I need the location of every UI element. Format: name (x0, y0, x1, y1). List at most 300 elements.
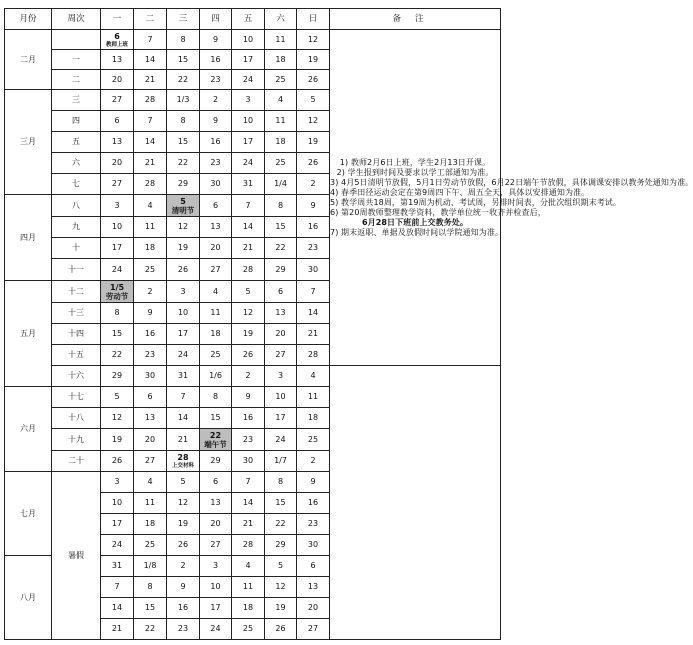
day-cell (167, 259, 200, 281)
day-number: 21 (242, 519, 254, 528)
day-number: 16 (210, 54, 221, 64)
day-number: 23 (177, 624, 189, 633)
day-cell (265, 514, 297, 535)
day-cell (134, 303, 167, 324)
day-number: 26 (275, 624, 286, 633)
day-number: 19 (111, 434, 123, 444)
day-number: 7 (180, 392, 186, 401)
day-number: 26 (242, 350, 254, 359)
day-cell (101, 619, 134, 640)
day-number: 9 (245, 392, 251, 401)
day-number: 12 (177, 222, 189, 231)
day-cell (200, 493, 232, 514)
header-day-thu: 四 (200, 9, 232, 30)
day-number: 15 (275, 222, 286, 231)
week-number: 七 (52, 174, 101, 195)
day-cell (200, 281, 232, 303)
day-number: 29 (177, 179, 189, 188)
month-cell: 八月 (5, 556, 52, 640)
day-number: 20 (275, 329, 286, 338)
week-number: 十五 (52, 345, 101, 366)
day-number: 6 (277, 286, 284, 296)
day-number: 3 (277, 371, 284, 380)
day-number: 30 (210, 179, 221, 188)
day-number: 18 (242, 603, 254, 612)
day-cell (167, 132, 200, 153)
day-cell (167, 345, 200, 366)
day-number: 4 (277, 95, 284, 104)
week-number: 一 (52, 50, 101, 70)
day-number: 27 (275, 350, 286, 359)
day-number: 13 (275, 308, 286, 317)
day-cell (134, 111, 167, 132)
day-number: 23 (144, 350, 156, 359)
day-number: 8 (277, 200, 284, 210)
day-number: 21 (144, 158, 156, 167)
note-line: 7) 期末返职、单据及放假时间以学院通知为准。 (330, 227, 504, 237)
day-cell (167, 408, 200, 429)
day-number: 24 (111, 540, 123, 549)
day-cell (297, 556, 330, 577)
day-number: 7 (147, 116, 153, 125)
day-number: 16 (307, 222, 319, 231)
day-cell (134, 345, 167, 366)
day-number: 5 (277, 561, 284, 570)
day-cell (265, 535, 297, 556)
calendar-table (4, 8, 693, 640)
day-cell (101, 217, 134, 238)
week-number: 八 (52, 195, 101, 217)
day-number: 25 (210, 350, 221, 359)
day-cell (134, 577, 167, 598)
day-number: 28 (177, 453, 189, 462)
day-cell (167, 619, 200, 640)
day-number: 10 (210, 582, 221, 591)
day-number: 21 (307, 329, 319, 338)
day-cell (232, 30, 265, 50)
day-cell (101, 324, 134, 345)
day-number: 9 (212, 116, 219, 125)
day-cell (232, 366, 265, 387)
day-cell (200, 619, 232, 640)
day-number: 21 (242, 243, 254, 252)
day-number: 30 (242, 456, 254, 465)
day-cell (232, 281, 265, 303)
day-cell (232, 132, 265, 153)
day-cell (200, 429, 232, 451)
day-cell (167, 153, 200, 174)
day-cell (200, 303, 232, 324)
day-cell (232, 451, 265, 472)
day-cell (134, 30, 167, 50)
day-number: 6 (114, 116, 120, 125)
day-number: 10 (111, 222, 123, 231)
day-cell (134, 451, 167, 472)
day-cell (232, 493, 265, 514)
day-number: 17 (242, 54, 254, 64)
day-cell (265, 472, 297, 493)
day-cell (265, 324, 297, 345)
day-number: 25 (242, 624, 254, 633)
day-cell (200, 556, 232, 577)
day-number: 5 (245, 286, 251, 296)
day-cell (297, 387, 330, 408)
day-cell (232, 195, 265, 217)
day-number: 12 (242, 308, 254, 317)
week-number: 十一 (52, 259, 101, 281)
day-number: 23 (210, 74, 221, 84)
day-number: 24 (210, 624, 221, 633)
day-number: 17 (177, 329, 189, 338)
day-cell (232, 429, 265, 451)
day-number: 15 (177, 54, 189, 64)
day-cell (265, 408, 297, 429)
day-cell (265, 451, 297, 472)
day-cell (297, 132, 330, 153)
day-cell (232, 556, 265, 577)
day-number: 1/6 (209, 371, 222, 380)
day-cell (134, 408, 167, 429)
day-number: 22 (209, 430, 222, 440)
day-number: 4 (310, 371, 316, 380)
week-number: 十 (52, 238, 101, 259)
day-cell (200, 387, 232, 408)
day-cell (101, 429, 134, 451)
day-number: 5 (180, 477, 186, 486)
day-number: 6 (310, 561, 316, 570)
day-cell (200, 174, 232, 195)
day-number: 15 (177, 137, 189, 146)
day-cell (265, 429, 297, 451)
day-number: 14 (177, 413, 189, 422)
day-cell (265, 366, 297, 387)
day-cell (134, 281, 167, 303)
day-cell (265, 217, 297, 238)
day-number: 26 (177, 264, 189, 274)
day-cell (232, 259, 265, 281)
day-number: 3 (114, 200, 120, 210)
day-number: 30 (307, 264, 319, 274)
day-number: 26 (177, 540, 189, 549)
day-number: 5 (114, 392, 120, 401)
day-cell (232, 303, 265, 324)
day-cell (101, 132, 134, 153)
day-cell (265, 30, 297, 50)
day-cell (101, 408, 134, 429)
day-number: 11 (210, 308, 221, 317)
day-cell (265, 619, 297, 640)
day-number: 27 (144, 456, 156, 465)
day-number: 10 (177, 308, 189, 317)
day-number: 16 (210, 137, 221, 146)
day-cell (232, 111, 265, 132)
day-cell (265, 153, 297, 174)
day-number: 22 (177, 74, 189, 84)
note-line: 3) 4月5日清明节放假，5月1日劳动节放假，6月22日端午节放假，具体调课安排以教务处通知为准。 (330, 177, 693, 187)
day-cell (134, 174, 167, 195)
day-cell (297, 303, 330, 324)
day-number: 11 (275, 34, 286, 44)
week-number: 十八 (52, 408, 101, 429)
day-number: 20 (210, 519, 221, 528)
holiday-label: 端午节 (204, 439, 227, 449)
day-cell (297, 153, 330, 174)
day-number: 20 (144, 434, 156, 444)
day-number: 23 (307, 519, 319, 528)
day-cell (167, 174, 200, 195)
day-cell (101, 472, 134, 493)
day-cell (265, 111, 297, 132)
day-cell (297, 259, 330, 281)
day-cell (297, 70, 330, 90)
day-number: 11 (307, 392, 319, 401)
week-number: 十六 (52, 366, 101, 387)
day-cell (101, 174, 134, 195)
day-cell (134, 556, 167, 577)
day-cell (167, 556, 200, 577)
day-number: 3 (212, 561, 219, 570)
day-cell (232, 50, 265, 70)
month-cell: 七月 (5, 472, 52, 556)
week-number: 十九 (52, 429, 101, 451)
day-number: 25 (144, 264, 156, 274)
month-cell: 二月 (5, 30, 52, 90)
day-number: 23 (307, 243, 319, 252)
day-cell (134, 535, 167, 556)
day-number: 27 (210, 540, 221, 549)
day-cell (297, 324, 330, 345)
day-number: 6 (114, 31, 120, 41)
day-cell (134, 153, 167, 174)
day-cell (101, 598, 134, 619)
day-cell (101, 30, 134, 50)
day-cell (101, 259, 134, 281)
day-cell (200, 345, 232, 366)
day-cell (101, 50, 134, 70)
day-cell (167, 281, 200, 303)
day-number: 29 (275, 264, 286, 274)
day-cell (265, 387, 297, 408)
day-cell (101, 535, 134, 556)
week-number: 六 (52, 153, 101, 174)
month-cell: 五月 (5, 281, 52, 387)
holiday-label: 劳动节 (105, 291, 129, 301)
day-number: 28 (144, 179, 156, 188)
day-number: 12 (307, 34, 319, 44)
day-number: 12 (307, 116, 319, 125)
day-number: 28 (144, 95, 156, 104)
day-number: 22 (144, 624, 156, 633)
day-cell (167, 238, 200, 259)
day-cell (265, 90, 297, 111)
notes-cell (330, 30, 693, 366)
day-number: 25 (144, 540, 156, 549)
day-number: 5 (180, 196, 186, 206)
day-number: 17 (111, 519, 123, 528)
week-number: 十四 (52, 324, 101, 345)
day-number: 11 (242, 582, 254, 591)
day-cell (101, 303, 134, 324)
day-number: 19 (242, 329, 254, 338)
day-cell (232, 535, 265, 556)
day-number: 31 (111, 561, 123, 570)
day-cell (200, 577, 232, 598)
notes-blank-cell (330, 366, 501, 640)
day-cell (167, 429, 200, 451)
day-cell (265, 195, 297, 217)
day-cell (200, 259, 232, 281)
day-cell (232, 408, 265, 429)
day-cell (232, 345, 265, 366)
week-number: 十二 (52, 281, 101, 303)
day-cell (167, 217, 200, 238)
day-number: 1/7 (274, 456, 287, 465)
day-cell (167, 577, 200, 598)
day-cell (232, 472, 265, 493)
day-number: 10 (275, 392, 286, 401)
day-number: 13 (111, 54, 123, 64)
day-cell (101, 70, 134, 90)
day-cell (134, 514, 167, 535)
holiday-label: 清明节 (171, 205, 195, 215)
week-row (5, 30, 501, 50)
day-number: 2 (212, 95, 219, 104)
day-cell (297, 281, 330, 303)
day-cell (265, 598, 297, 619)
day-number: 3 (114, 477, 120, 486)
header-day-sat: 六 (265, 9, 297, 30)
day-cell (167, 50, 200, 70)
day-number: 31 (177, 371, 189, 380)
day-cell (232, 324, 265, 345)
day-number: 8 (212, 392, 219, 401)
day-cell (101, 577, 134, 598)
day-number: 8 (180, 116, 186, 125)
week-number: 二十 (52, 451, 101, 472)
vacation-label: 暑假 (52, 472, 101, 640)
day-cell (167, 598, 200, 619)
day-number: 21 (111, 624, 123, 633)
day-cell (265, 577, 297, 598)
day-cell (297, 50, 330, 70)
day-cell (200, 153, 232, 174)
day-number: 8 (114, 308, 120, 317)
day-number: 24 (177, 350, 189, 359)
day-number: 28 (307, 350, 319, 359)
day-number: 13 (210, 498, 221, 507)
note-emphasis: 6月28日下班前上交教务处。 (361, 217, 469, 227)
day-number: 15 (144, 603, 156, 612)
day-cell (232, 217, 265, 238)
day-cell (134, 493, 167, 514)
day-number: 24 (242, 158, 254, 167)
day-number: 6 (212, 200, 219, 210)
day-cell (297, 598, 330, 619)
day-number: 6 (212, 477, 219, 486)
day-cell (101, 387, 134, 408)
day-number: 18 (275, 54, 286, 64)
day-number: 7 (310, 286, 316, 296)
day-number: 25 (307, 434, 319, 444)
day-number: 14 (242, 222, 254, 231)
day-number: 30 (307, 540, 319, 549)
day-number: 9 (310, 200, 316, 210)
day-number: 13 (144, 413, 156, 422)
day-number: 14 (144, 54, 156, 64)
day-cell (101, 345, 134, 366)
day-number: 29 (275, 540, 286, 549)
header-day-fri: 五 (232, 9, 265, 30)
day-number: 11 (144, 498, 156, 507)
day-cell (265, 493, 297, 514)
day-cell (167, 514, 200, 535)
day-cell (101, 281, 134, 303)
day-cell (134, 619, 167, 640)
day-cell (101, 90, 134, 111)
day-cell (101, 451, 134, 472)
day-cell (200, 70, 232, 90)
day-cell (232, 598, 265, 619)
day-cell (134, 238, 167, 259)
day-number: 16 (177, 603, 189, 612)
day-cell (232, 70, 265, 90)
header-day-sun: 日 (297, 9, 330, 30)
day-number: 4 (147, 477, 153, 486)
day-number: 19 (177, 519, 189, 528)
day-number: 10 (242, 116, 254, 125)
day-number: 17 (275, 413, 286, 422)
day-cell (200, 451, 232, 472)
day-number: 2 (310, 456, 316, 465)
day-number: 14 (242, 498, 254, 507)
day-number: 5 (310, 95, 316, 104)
day-number: 29 (210, 456, 221, 465)
day-number: 1/8 (143, 561, 157, 570)
day-number: 17 (111, 243, 123, 252)
day-cell (167, 195, 200, 217)
day-cell (200, 132, 232, 153)
day-number: 26 (307, 74, 319, 84)
day-cell (134, 70, 167, 90)
day-cell (167, 303, 200, 324)
day-cell (297, 619, 330, 640)
day-cell (101, 153, 134, 174)
day-cell (297, 408, 330, 429)
day-cell (265, 70, 297, 90)
day-number: 16 (144, 329, 156, 338)
day-number: 16 (242, 413, 254, 422)
day-number: 24 (275, 434, 286, 444)
day-cell (232, 238, 265, 259)
day-number: 7 (245, 477, 251, 486)
month-cell: 六月 (5, 387, 52, 472)
day-number: 15 (275, 498, 286, 507)
day-number: 9 (180, 582, 186, 591)
day-cell (200, 111, 232, 132)
day-number: 13 (111, 137, 123, 146)
day-cell (265, 556, 297, 577)
header-day-mon: 一 (101, 9, 134, 30)
header-row (5, 9, 501, 30)
event-label: 教师上班 (105, 41, 128, 48)
day-number: 20 (111, 158, 123, 167)
day-cell (200, 90, 232, 111)
day-cell (101, 366, 134, 387)
day-number: 17 (210, 603, 221, 612)
day-cell (297, 238, 330, 259)
day-number: 2 (147, 286, 153, 296)
note-line: 1) 教师2月6日上班，学生2月13日开课。 (339, 157, 491, 167)
